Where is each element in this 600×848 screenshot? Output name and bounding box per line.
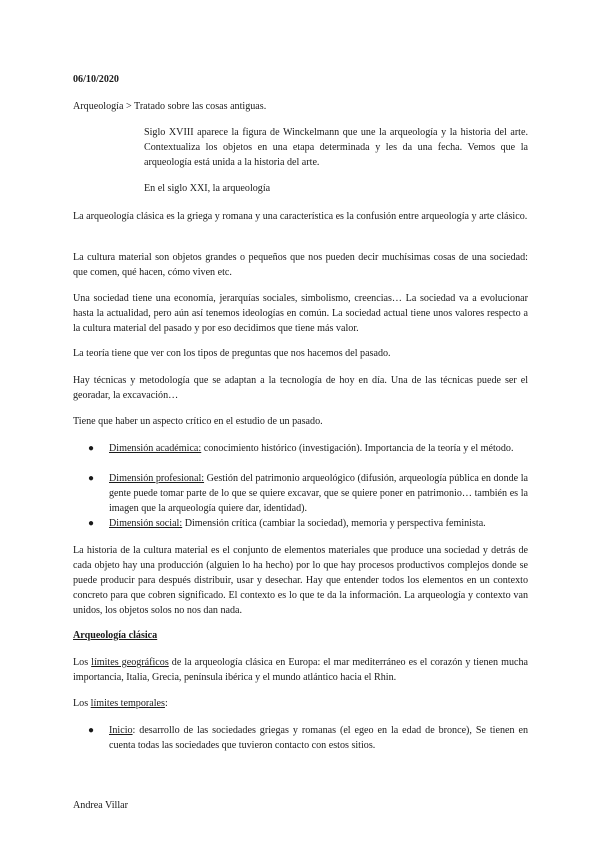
- text-run: Los: [73, 657, 92, 668]
- paragraph-cultura-material: La cultura material son objetos grandes o pequeños que nos pueden decir muchísimas cosas de una sociedad: que comen, qué hacen, cómo viven etc.: [73, 252, 528, 278]
- list-item-dimension-academica: [109, 441, 528, 456]
- paragraph-intro: Arqueología > Tratado sobre las cosas antiguas.: [73, 101, 267, 112]
- indented-paragraph-siglo-xxi: En el siglo XXI, la arqueología: [144, 183, 271, 194]
- paragraph-teoria: La teoría tiene que ver con los tipos de preguntas que nos hacemos del pasado.: [73, 348, 391, 359]
- bullet-icon: ●: [88, 443, 95, 454]
- indented-paragraph-winckelmann: Siglo XVIII aparece la figura de Winckelmann que une la arqueología y la historia del arte. Contextualiza los objetos en una etapa determinada y les da una fecha. Vemos que la arqueología está unida a la historia del arte.: [144, 127, 528, 168]
- footer-author: Andrea Villar: [73, 800, 128, 811]
- list-item-dimension-profesional: [109, 471, 528, 516]
- underlined-term: límites temporales: [90, 698, 165, 709]
- date-heading: 06/10/2020: [73, 74, 119, 85]
- list-item-term: Dimensión profesional:: [109, 473, 205, 484]
- list-item-term: Dimensión académica:: [109, 443, 202, 454]
- section-heading: Arqueología clásica: [73, 630, 158, 641]
- bullet-icon: ●: [88, 473, 95, 484]
- list-item-text: conocimiento histórico (investigación). Importancia de la teoría y el método.: [201, 443, 514, 454]
- list-item-text: Gestión del patrimonio arqueológico (difusión, arqueología pública en donde la gente puede tomar parte de lo que se quiere excavar, que se quiere poner en patrimonio… también es la imagen que la arqueología quiere dar, identidad).: [109, 473, 528, 514]
- list-item-text: Dimensión crítica (cambiar la sociedad), memoria y perspectiva feminista.: [182, 518, 486, 529]
- paragraph-limites-geograficos: [73, 655, 528, 685]
- paragraph-historia-cultura-material: La historia de la cultura material es el conjunto de elementos materiales que produce una sociedad y detrás de cada objeto hay una producción (alguien lo ha hecho) por lo que hay procesos productivos complejos donde se puede producir para después distribuir, usar y desechar. Hay que entender todos los elementos en un contexto concreto para que cobren significado. El contexto es lo que te da la información. La arqueología y contexto van unidos, los objetos solos no nos dan nada.: [73, 545, 528, 616]
- paragraph-limites-temporales: [73, 696, 528, 711]
- paragraph-tecnicas: Hay técnicas y metodología que se adaptan a la tecnología de hoy en día. Una de las técnicas puede ser el georadar, la excavación…: [73, 375, 528, 401]
- list-item-dimension-social: [109, 516, 528, 531]
- list-item-term: Inicio: [109, 725, 133, 736]
- paragraph-arqueologia-clasica: La arqueología clásica es la griega y romana y una característica es la confusión entre arqueología y arte clásico.: [73, 211, 528, 222]
- paragraph-aspecto-critico: Tiene que haber un aspecto crítico en el estudio de un pasado.: [73, 416, 323, 427]
- bullet-icon: ●: [88, 518, 95, 529]
- list-item-term: Dimensión social:: [109, 518, 183, 529]
- paragraph-sociedad: Una sociedad tiene una economía, jerarquías sociales, simbolismo, creencias… La sociedad va a evolucionar hasta la actualidad, pero aún así tenemos ideologías en común. La sociedad actual tiene unos valores respecto a la cultura material del pasado y por eso decidimos que tiene más valor.: [73, 293, 528, 334]
- list-item-inicio: [109, 723, 528, 753]
- underlined-term: límites geográficos: [91, 657, 169, 668]
- list-item-text: : desarrollo de las sociedades griegas y romanas (el egeo en la edad de bronce), Se tienen en cuenta todas las sociedades que tuvieron contacto con estos sitios.: [109, 725, 528, 751]
- text-run: :: [164, 698, 168, 709]
- text-run: Los: [73, 698, 91, 709]
- bullet-icon: ●: [88, 725, 95, 736]
- text-run: de la arqueología clásica en Europa: el mar mediterráneo es el corazón y tienen mucha importancia, Italia, Grecia, península ibérica y el mundo atlántico hacia el Rhin.: [73, 657, 528, 683]
